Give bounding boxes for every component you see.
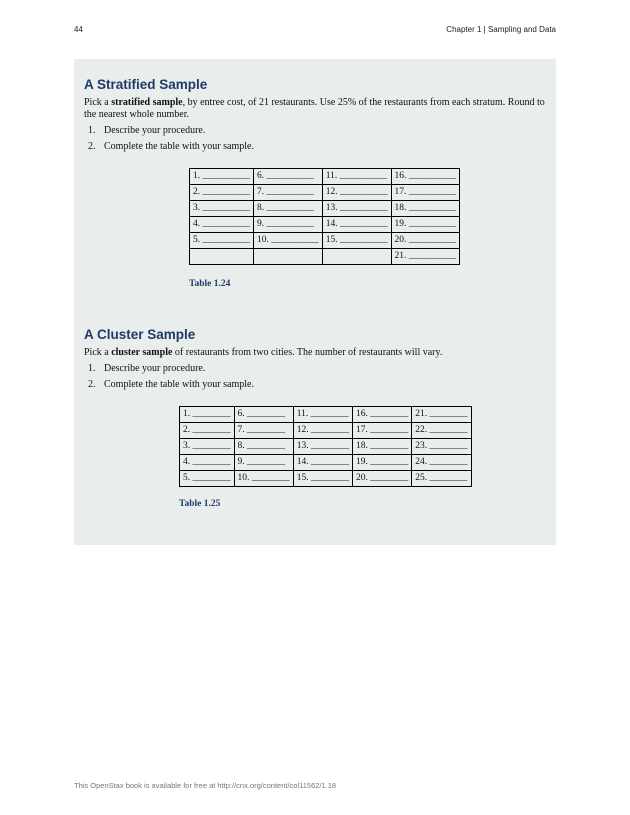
table-row (190, 249, 460, 265)
stratified-table-caption: Table 1.24 (189, 279, 231, 289)
table-cell (190, 249, 254, 265)
step-number: 2. (88, 141, 96, 152)
table-cell: 4. __________ (190, 217, 254, 233)
cluster-step-1 (88, 363, 205, 375)
table-cell: 15. ________ (293, 471, 352, 487)
table-cell: 1. __________ (190, 169, 254, 185)
table-row (180, 471, 472, 487)
table-cell: 1. ________ (180, 407, 235, 423)
stratified-intro-post: , by entree cost, of 21 restaurants. Use 25% of the restaurants from each stratum. Round to the nearest whole number. (84, 97, 545, 120)
cluster-title: A Cluster Sample (84, 327, 196, 342)
table-cell: 11. __________ (322, 169, 391, 185)
table-cell: 12. __________ (322, 185, 391, 201)
table-cell: 9. ________ (234, 455, 293, 471)
table-cell: 24. ________ (412, 455, 471, 471)
cluster-term: cluster sample (111, 347, 173, 358)
table-row (190, 185, 460, 201)
table-row (180, 455, 472, 471)
table-cell: 14. ________ (293, 455, 352, 471)
step-number: 1. (88, 363, 96, 374)
page-footer: This OpenStax book is available for free at http://cnx.org/content/col11562/1.18 (74, 781, 337, 790)
cluster-intro-pre: Pick a (84, 347, 112, 358)
table-cell: 23. ________ (412, 439, 471, 455)
step-text: Describe your procedure. (104, 125, 206, 136)
table-cell: 17. ________ (353, 423, 412, 439)
cluster-intro (84, 347, 552, 359)
table-cell: 19. __________ (391, 217, 460, 233)
stratified-table (189, 168, 460, 265)
table-cell: 21. ________ (412, 407, 471, 423)
table-cell: 5. __________ (190, 233, 254, 249)
stratified-step-1 (88, 125, 205, 137)
table-cell: 21. __________ (391, 249, 460, 265)
table-cell: 14. __________ (322, 217, 391, 233)
cluster-intro-post: of restaurants from two cities. The number of restaurants will vary. (172, 347, 443, 358)
table-cell: 6. __________ (254, 169, 323, 185)
step-text: Complete the table with your sample. (104, 379, 254, 390)
table-cell: 9. __________ (254, 217, 323, 233)
table-cell: 7. ________ (234, 423, 293, 439)
step-number: 1. (88, 125, 96, 136)
table-cell: 18. ________ (353, 439, 412, 455)
table-cell: 4. ________ (180, 455, 235, 471)
chapter-title: Chapter 1 | Sampling and Data (446, 25, 556, 34)
table-cell: 5. ________ (180, 471, 235, 487)
stratified-term: stratified sample (111, 97, 183, 108)
table-row (180, 407, 472, 423)
exercise-panel (74, 59, 556, 545)
table-cell: 20. ________ (353, 471, 412, 487)
table-cell: 18. __________ (391, 201, 460, 217)
table-cell: 13. __________ (322, 201, 391, 217)
table-row (180, 439, 472, 455)
stratified-intro (84, 97, 552, 121)
table-cell: 16. __________ (391, 169, 460, 185)
table-row (190, 233, 460, 249)
table-cell: 8. ________ (234, 439, 293, 455)
table-cell: 25. ________ (412, 471, 471, 487)
table-cell: 19. ________ (353, 455, 412, 471)
table-cell: 20. __________ (391, 233, 460, 249)
table-cell: 2. ________ (180, 423, 235, 439)
table-row (190, 217, 460, 233)
table-cell: 6. ________ (234, 407, 293, 423)
step-number: 2. (88, 379, 96, 390)
table-cell (322, 249, 391, 265)
step-text: Describe your procedure. (104, 363, 206, 374)
table-cell: 10. __________ (254, 233, 323, 249)
table-cell: 8. __________ (254, 201, 323, 217)
table-row (190, 169, 460, 185)
cluster-step-2 (88, 379, 254, 391)
table-cell: 7. __________ (254, 185, 323, 201)
table-cell: 22. ________ (412, 423, 471, 439)
table-cell: 12. ________ (293, 423, 352, 439)
stratified-step-2 (88, 141, 254, 153)
stratified-title: A Stratified Sample (84, 77, 208, 92)
stratified-intro-pre: Pick a (84, 97, 112, 108)
table-cell: 3. ________ (180, 439, 235, 455)
step-text: Complete the table with your sample. (104, 141, 254, 152)
table-cell: 17. __________ (391, 185, 460, 201)
cluster-table (179, 406, 472, 487)
table-cell: 16. ________ (353, 407, 412, 423)
page-number: 44 (74, 25, 83, 34)
table-cell: 10. ________ (234, 471, 293, 487)
table-cell: 3. __________ (190, 201, 254, 217)
table-row (190, 201, 460, 217)
table-cell (254, 249, 323, 265)
table-row (180, 423, 472, 439)
table-cell: 15. __________ (322, 233, 391, 249)
cluster-table-caption: Table 1.25 (179, 499, 221, 509)
table-cell: 13. ________ (293, 439, 352, 455)
table-cell: 2. __________ (190, 185, 254, 201)
table-cell: 11. ________ (293, 407, 352, 423)
